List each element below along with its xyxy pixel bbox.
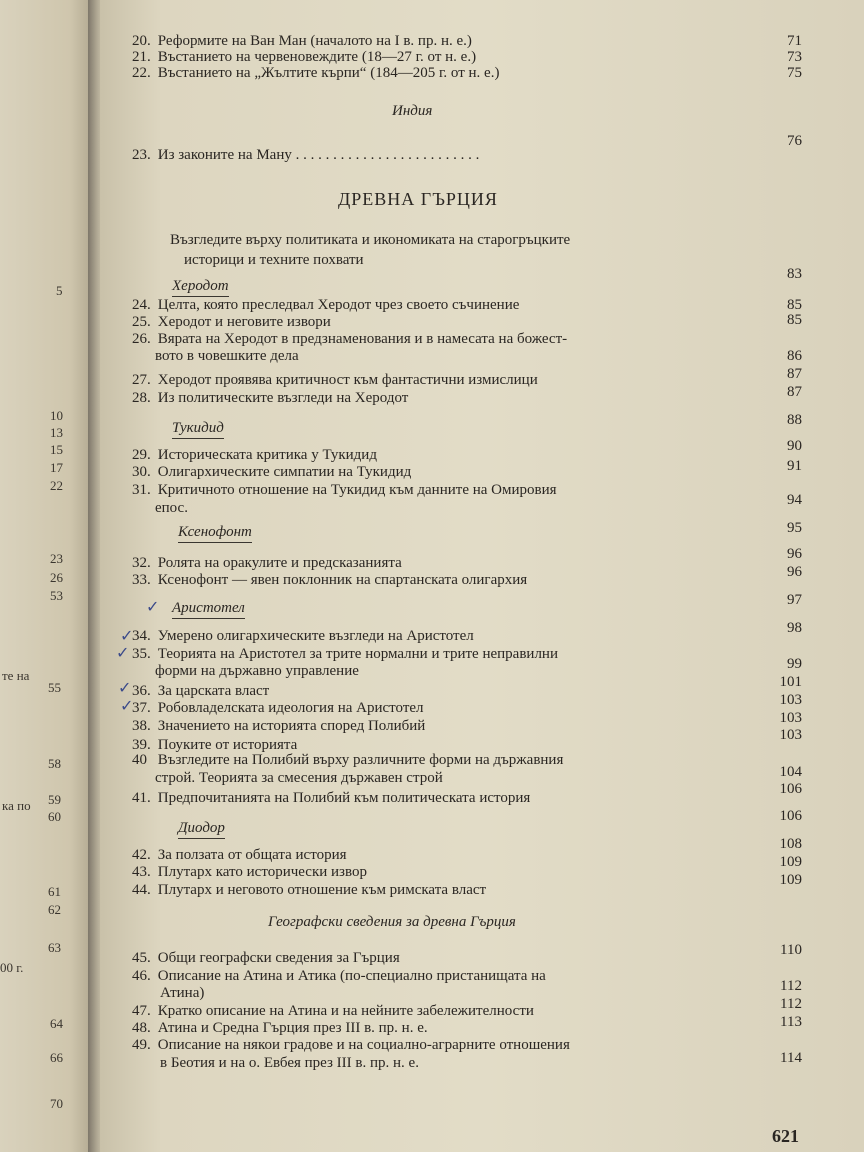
toc-page: 75 — [787, 65, 802, 81]
toc-entry-continuation: вото в човешките дела — [155, 348, 299, 364]
left-margin-number: 55 — [48, 680, 61, 695]
toc-page: 71 — [787, 33, 802, 49]
left-margin-text: ка по — [2, 798, 31, 813]
toc-page: 85 — [787, 297, 802, 313]
toc-page: 101 — [779, 674, 802, 690]
left-margin-number: 10 — [50, 408, 63, 423]
toc-entry: 23. Из законите на Ману . . . . . . . . . . . . . . . . . . . . . . . . . — [132, 147, 480, 163]
toc-entry: 25. Херодот и неговите извори — [132, 314, 331, 330]
section-diodor: Диодор — [178, 820, 225, 839]
toc-entry: 44. Плутарх и неговото отношение към римската власт — [132, 882, 487, 898]
toc-page: 108 — [779, 836, 802, 852]
section-geography: Географски сведения за древна Гърция — [268, 914, 516, 930]
section-tukidid: Тукидид — [172, 420, 224, 439]
toc-page: 86 — [787, 348, 802, 364]
handwritten-checkmark: ✓ — [118, 680, 132, 697]
toc-page: 96 — [787, 564, 802, 580]
toc-entry: 29. Историческата критика у Тукидид — [132, 447, 377, 463]
toc-page: 98 — [787, 620, 802, 636]
left-margin-number: 70 — [50, 1096, 63, 1111]
handwritten-checkmark: ✓ — [120, 698, 134, 715]
left-margin-number: 26 — [50, 570, 63, 585]
left-margin-number: 53 — [50, 588, 63, 603]
toc-page: 103 — [779, 727, 802, 743]
toc-page: 99 — [787, 656, 802, 672]
toc-entry: 38. Значението на историята според Полибий — [132, 718, 426, 734]
left-margin-number: 66 — [50, 1050, 63, 1065]
intro-line: историци и техните похвати — [184, 252, 364, 268]
toc-page: 83 — [787, 266, 802, 282]
toc-entry: 49. Описание на някои градове и на социално-аграрните отношения — [132, 1037, 570, 1053]
toc-entry: 21. Въстанието на червеновеждите (18—27 г. от н. е.) — [132, 49, 477, 65]
toc-entry: 30. Олигархическите симпатии на Тукидид — [132, 464, 412, 480]
toc-page: 87 — [787, 384, 802, 400]
toc-entry-continuation: епос. — [155, 500, 188, 516]
toc-page: 103 — [779, 692, 802, 708]
left-margin-number: 5 — [56, 283, 63, 298]
toc-page: 112 — [780, 996, 802, 1012]
toc-page: 103 — [779, 710, 802, 726]
handwritten-checkmark: ✓ — [120, 628, 134, 645]
toc-entry: 43. Плутарх като исторически извор — [132, 864, 367, 880]
toc-entry: 20. Реформите на Ван Ман (началото на I в. пр. н. е.) — [132, 33, 472, 49]
toc-page: 110 — [780, 942, 802, 958]
toc-entry-continuation: строй. Теорията за смесения държавен строй — [155, 770, 443, 786]
left-margin-number: 58 — [48, 756, 61, 771]
toc-entry: 48. Атина и Средна Гърция през III в. пр. н. е. — [132, 1020, 428, 1036]
left-margin-number: 17 — [50, 460, 63, 475]
chapter-heading: ДРЕВНА ГЪРЦИЯ — [338, 189, 498, 209]
handwritten-checkmark: ✓ — [146, 599, 160, 616]
toc-entry: 42. За ползата от общата история — [132, 847, 347, 863]
toc-entry-continuation: в Беотия и на о. Евбея през III в. пр. н. е. — [160, 1055, 419, 1071]
toc-entry: 26. Вярата на Херодот в предзнаменования и в намесата на божест- — [132, 331, 568, 347]
toc-page: 112 — [780, 978, 802, 994]
left-margin-number: 22 — [50, 478, 63, 493]
intro-line: Възгледите върху политиката и икономиката на старогръцките — [170, 232, 571, 248]
toc-page: 109 — [779, 854, 802, 870]
left-margin-number: 62 — [48, 902, 61, 917]
toc-page: 113 — [780, 1014, 802, 1030]
toc-entry: 45. Общи географски сведения за Гърция — [132, 950, 400, 966]
intro-text — [170, 230, 570, 270]
section-india: Индия — [392, 103, 433, 119]
left-margin-number: 63 — [48, 940, 61, 955]
toc-page: 97 — [787, 592, 802, 608]
toc-page: 94 — [787, 492, 802, 508]
toc-entry: 40 Възгледите на Полибий върху различните форми на държавния — [132, 752, 564, 768]
left-margin-number: 23 — [50, 551, 63, 566]
toc-page: 87 — [787, 366, 802, 382]
section-aristotel: Аристотел — [172, 600, 245, 619]
toc-entry: 35. Теорията на Аристотел за трите нормални и трите неправилни — [132, 646, 558, 662]
toc-page: 90 — [787, 438, 802, 454]
left-margin-text: те на — [2, 668, 30, 683]
toc-entry: 36. За царската власт — [132, 683, 270, 699]
left-margin-number: 13 — [50, 425, 63, 440]
toc-page: 88 — [787, 412, 802, 428]
toc-entry-continuation: форми на държавно управление — [155, 663, 359, 679]
toc-page: 95 — [787, 520, 802, 536]
toc-page: 76 — [787, 133, 802, 149]
toc-page: 114 — [780, 1050, 802, 1066]
section-herodot: Херодот — [172, 278, 229, 297]
toc-page: 85 — [787, 312, 802, 328]
toc-entry: 33. Ксенофонт — явен поклонник на спартанската олигархия — [132, 572, 528, 588]
toc-page: 91 — [787, 458, 802, 474]
section-ksenofont: Ксенофонт — [178, 524, 252, 543]
toc-entry: 46. Описание на Атина и Атика (по-специално пристанищата на — [132, 968, 546, 984]
toc-entry: 24. Целта, която преследвал Херодот чрез своето съчинение — [132, 297, 520, 313]
toc-entry: 39. Поуките от историята — [132, 737, 298, 753]
handwritten-checkmark: ✓ — [116, 645, 130, 662]
toc-page: 106 — [779, 808, 802, 824]
toc-page: 96 — [787, 546, 802, 562]
toc-page: 109 — [779, 872, 802, 888]
toc-entry: 34. Умерено олигархическите възгледи на Аристотел — [132, 628, 474, 644]
left-margin-number: 61 — [48, 884, 61, 899]
toc-entry: 41. Предпочитанията на Полибий към политическата история — [132, 790, 531, 806]
toc-entry: 22. Въстанието на „Жълтите кърпи“ (184—205 г. от н. е.) — [132, 65, 500, 81]
toc-entry: 37. Робовладелската идеология на Аристотел — [132, 700, 424, 716]
toc-entry: 31. Критичното отношение на Тукидид към данните на Омировия — [132, 482, 557, 498]
left-margin-text: 00 г. — [0, 960, 24, 975]
toc-entry: 27. Херодот проявява критичност към фантастични измислици — [132, 372, 538, 388]
left-margin-number: 15 — [50, 442, 63, 457]
toc-page: 104 — [779, 764, 802, 780]
toc-entry-continuation: Атина) — [160, 985, 205, 1001]
toc-page: 73 — [787, 49, 802, 65]
left-margin-number: 64 — [50, 1016, 63, 1031]
toc-entry: 47. Кратко описание на Атина и на нейните забележителности — [132, 1003, 534, 1019]
left-margin-number: 59 — [48, 792, 61, 807]
toc-page: 106 — [779, 781, 802, 797]
toc-entry: 32. Ролята на оракулите и предсказанията — [132, 555, 402, 571]
page-number: 621 — [772, 1126, 799, 1146]
toc-entry: 28. Из политическите възгледи на Херодот — [132, 390, 409, 406]
left-margin-number: 60 — [48, 809, 61, 824]
